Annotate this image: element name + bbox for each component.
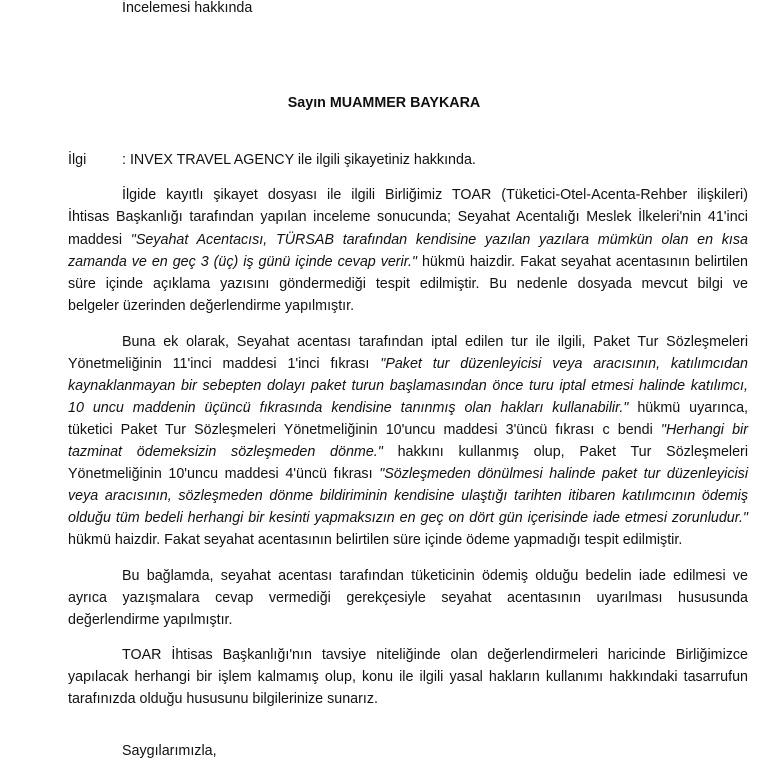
paragraph-line: Yönetmeliğinin 10'uncu maddesi 4'üncü fıkrası "Sözleşmeden dönülmesi halinde paket tur düzenleyicisi	[68, 466, 748, 482]
paragraph-line: İlgide kayıtlı şikayet dosyası ile ilgili Birliğimiz TOAR (Tüketici-Otel-Acenta-Rehber ilişkileri)	[122, 187, 748, 203]
paragraph-line: Bu bağlamda, seyahat acentası tarafından tüketicinin ödemiş olduğu bedelin iade edilmesi ve	[122, 568, 748, 584]
paragraph-line	[68, 375, 748, 397]
quoted-regulation: "Paket tur düzenleyicisi veya aracısının, katılımcıdan	[380, 356, 748, 372]
quoted-regulation: veya aracısının, sözleşmeden dönme bildiriminin kendisine ulaştığı tarihten itibaren katılımcının ödemiş	[68, 488, 748, 504]
salutation: Sayın MUAMMER BAYKARA	[287, 95, 481, 111]
paragraph-line: Yönetmeliğinin 11'inci maddesi 1'inci fıkrası "Paket tur düzenleyicisi veya aracısının, katılımcıdan	[68, 356, 748, 372]
paragraph-line: tarafınızda olduğu hususunu bilgilerinize sunarız.	[68, 691, 378, 707]
paragraph-line: süre içinde açıklama yazısını göndermediği tespit edilmiştir. Bu nedenle dosyada mevcut bilgi ve	[68, 276, 748, 292]
reference-label: İlgi	[68, 152, 87, 168]
quoted-regulation: zamanda ve en geç 3 (üç) iş günü içinde cevap verir."	[68, 254, 418, 270]
paragraph-line	[68, 485, 748, 507]
quoted-regulation: 10 uncu maddenin üçüncü fıkrasında kendisine tanınmış olan hakları kullanabilir."	[68, 400, 629, 416]
paragraph-line: TOAR İhtisas Başkanlığı'nın tavsiye niteliğinde olan değerlendirmeleri haricinde Birliğimizce	[122, 647, 748, 663]
paragraph-line: 10 uncu maddenin üçüncü fıkrasında kendisine tanınmış olan hakları kullanabilir." hükmü uyarınca,	[68, 400, 748, 416]
quoted-regulation: tazminat ödemeksizin sözleşmeden dönme."	[68, 444, 383, 460]
quoted-regulation: kaynaklanmayan bir sebepten dolayı paket turun başlamasından önce turu iptal etmesi halinde katılımcı,	[68, 378, 748, 394]
paragraph-line: hükmü haizdir. Fakat seyahat acentasının belirtilen süre içinde ödeme yapmadığı tespit edilmiştir.	[68, 532, 683, 548]
quoted-regulation: "Herhangi bir	[660, 422, 748, 438]
quoted-regulation: olduğu tüm bedeli herhangi bir kesinti yapmaksızın en geç on dört gün içerisinde iade etmesi zorunludur."	[68, 510, 748, 526]
paragraph-line	[68, 507, 748, 529]
subject-line: İncelemesi hakkında	[122, 0, 253, 16]
paragraph-line: ayrıca yazışmalara cevap vermediği gerekçesiyle seyahat acentasının uyarılması hususunda	[68, 590, 748, 606]
paragraph-line: yapılacak herhangi bir işlem kalmamış olup, konu ile ilgili yasal hakların kullanımı hakkındaki tasarrufun	[68, 669, 748, 685]
paragraph-line: maddesi "Seyahat Acentacısı, TÜRSAB tarafından kendisine yazılan yazılara mümkün olan en kısa	[68, 232, 748, 248]
quoted-regulation: "Sözleşmeden dönülmesi halinde paket tur düzenleyicisi	[379, 466, 748, 482]
closing: Saygılarımızla,	[122, 743, 217, 759]
reference-text: : INVEX TRAVEL AGENCY ile ilgili şikayetiniz hakkında.	[122, 152, 476, 168]
paragraph-line: İhtisas Başkanlığı tarafından yapılan inceleme sonucunda; Seyahat Acentalığı Meslek İlkeleri'nin 41'inci	[68, 209, 748, 225]
paragraph-line: tazminat ödemeksizin sözleşmeden dönme." hakkını kullanmış olup, Paket Tur Sözleşmeleri	[68, 444, 748, 460]
quoted-regulation: "Seyahat Acentacısı, TÜRSAB tarafından kendisine yazılan yazılara mümkün olan en kısa	[130, 232, 748, 248]
paragraph-line: değerlendirme yapılmıştır.	[68, 612, 233, 628]
paragraph-line: zamanda ve en geç 3 (üç) iş günü içinde cevap verir." hükmü haizdir. Fakat seyahat acentasının belirtilen	[68, 254, 748, 270]
paragraph-line: tüketici Paket Tur Sözleşmeleri Yönetmeliğinin 10'uncu maddesi 3'üncü fıkrası c bendi "Herhangi bir	[68, 422, 748, 438]
paragraph-line: belgeler üzerinden değerlendirme yapılmıştır.	[68, 298, 355, 314]
paragraph-line: Buna ek olarak, Seyahat acentası tarafından iptal edilen tur ile ilgili, Paket Tur Sözleşmeleri	[122, 334, 748, 350]
